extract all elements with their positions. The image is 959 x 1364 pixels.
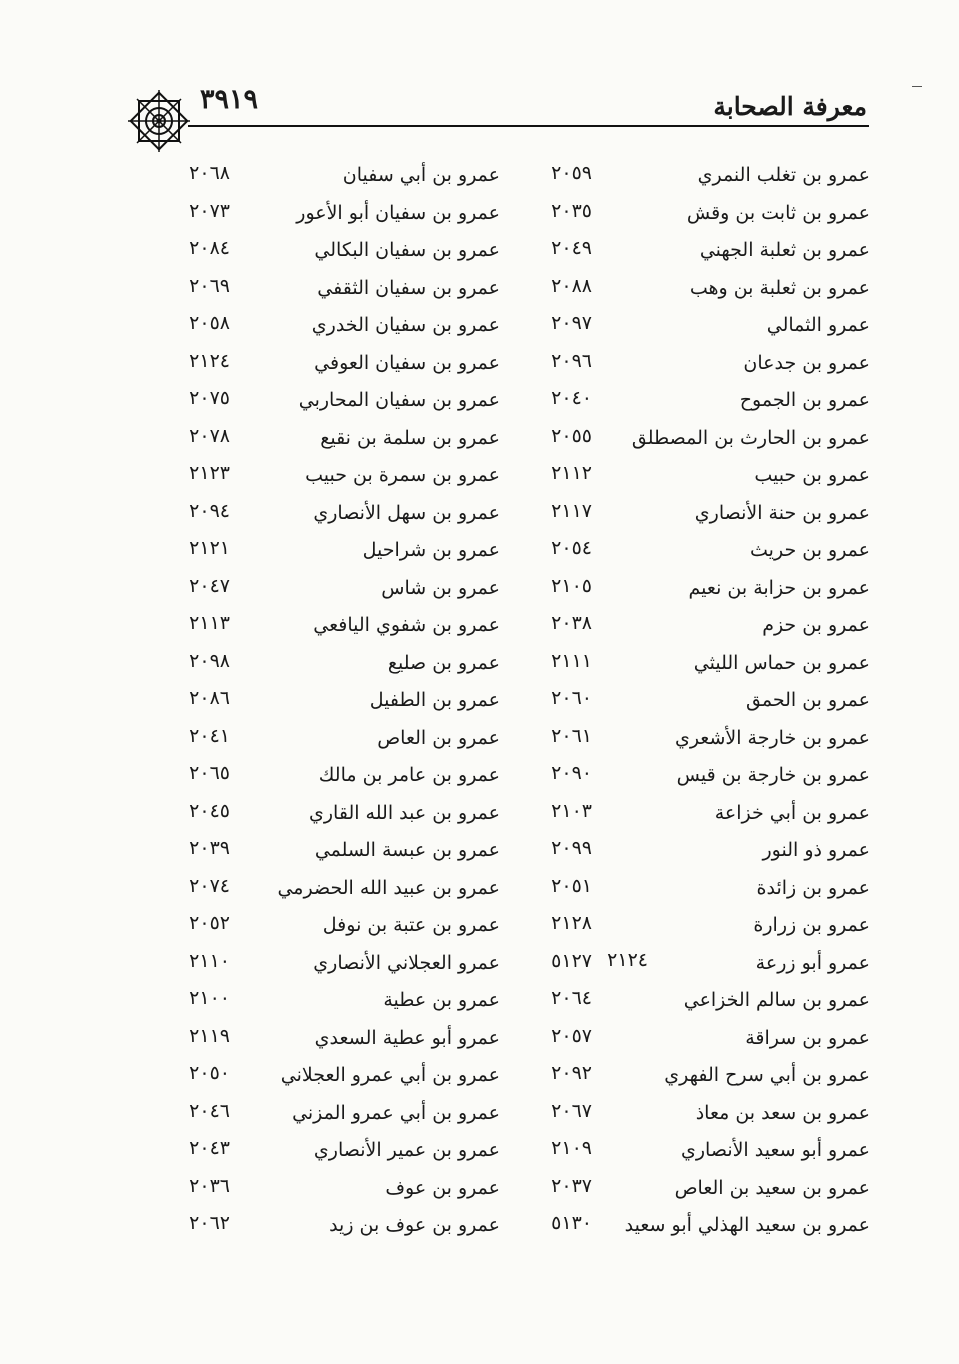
entry-name: عمرو بن أبي عمرو العجلاني (280, 1064, 500, 1086)
entry-number: ٢٠٤٠ (551, 387, 592, 409)
entry-name: عمرو بن حزم (762, 614, 870, 636)
entry-number: ٢٠٧٨ (189, 424, 230, 447)
entry-name: عمرو بن عطية (383, 989, 500, 1011)
index-columns (150, 160, 870, 1240)
entry-number: ٢٠٩٧ (551, 312, 592, 334)
entry-name: عمرو بن زرارة (753, 914, 870, 936)
octagram-ornament-icon (126, 88, 192, 154)
header-rule (188, 125, 869, 127)
entry-number: ٢٠٤٩ (551, 237, 592, 259)
index-entry (150, 610, 500, 648)
index-entry (150, 235, 500, 273)
entry-name: عمرو بن شفوي اليافعي (313, 614, 500, 636)
entry-number: ٢٠٨٤ (189, 237, 230, 259)
entry-name: عمرو بن خارجة الأشعري (674, 726, 870, 749)
entry-number: ٢١١٢ (551, 462, 592, 484)
entry-name: عمرو بن صليع (387, 651, 500, 674)
entry-handwritten-note: ٢١٢٤ (607, 948, 648, 971)
entry-number: ٢١٢٣ (189, 462, 230, 484)
entry-number: ٢٠٥٧ (551, 1024, 592, 1047)
index-entry (150, 1173, 500, 1211)
entry-number: ٢١٠٥ (551, 574, 592, 597)
page-header (0, 0, 959, 150)
index-entry (150, 1135, 500, 1173)
entry-name: عمرو بن سعد بن معاذ (695, 1101, 870, 1124)
entry-number: ٢٠٦٧ (551, 1099, 592, 1122)
entry-name: عمرو بن سعيد بن العاص (674, 1176, 870, 1199)
entry-name: عمرو بن الجموح (739, 389, 870, 411)
entry-name: عمرو بن حنة الأنصاري (694, 501, 870, 524)
entry-number: ٢٠٨٦ (189, 687, 230, 709)
entry-name: عمرو العجلاني الأنصاري (313, 951, 500, 974)
entry-number: ٢٠٥٢ (189, 912, 230, 934)
entry-name: عمرو بن سالم الخزاعي (683, 989, 870, 1011)
index-entry (150, 723, 500, 761)
entry-number: ٢١٠٩ (551, 1137, 592, 1159)
index-entry (150, 835, 500, 873)
entry-number: ٢٠٥٠ (189, 1062, 230, 1084)
index-entry (150, 648, 500, 686)
page-number: ٣٩١٩ (200, 84, 259, 115)
entry-number: ٢٠٣٨ (551, 612, 592, 634)
index-entry (150, 498, 500, 536)
entry-name: عمرو بن سفيان أبو الأعور (296, 201, 500, 224)
entry-name: عمرو بن حريث (750, 539, 870, 561)
entry-name: عمرو بن ثعلبة بن وهب (689, 276, 870, 299)
entry-name: عمرو بن عمير الأنصاري (313, 1139, 500, 1161)
entry-name: عمرو بن سفيان البكالي (314, 239, 500, 261)
entry-name: عمرو بن خارجة بن قيس (676, 764, 870, 786)
index-entry (150, 423, 500, 461)
entry-name: عمرو بن شراحيل (362, 539, 500, 561)
entry-name: عمرو بن زائدة (756, 876, 870, 899)
entry-name: عمرو ذو النور (762, 839, 870, 861)
entry-name: عمرو بن سفيان الخدري (311, 314, 500, 336)
index-entry (150, 198, 500, 236)
entry-name: عمرو بن حزابة بن نعيم (688, 576, 870, 599)
index-entry (150, 273, 500, 311)
entry-number: ٢٠٩٠ (551, 762, 592, 784)
left-column (150, 160, 500, 1248)
entry-name: عمرو بن حماس الليثي (693, 651, 870, 674)
entry-number: ٢٠٦٩ (189, 274, 230, 297)
entry-name: عمرو بن الطفيل (369, 689, 500, 711)
index-entry (150, 385, 500, 423)
index-entry (150, 948, 500, 986)
entry-number: ٢٠٥٥ (551, 424, 592, 447)
entry-name: عمرو بن سراقة (745, 1026, 870, 1049)
entry-name: عمرو بن عتبة بن نوفل (322, 914, 500, 936)
entry-name: عمرو بن سهل الأنصاري (313, 501, 500, 524)
entry-name: عمرو الثمالي (766, 314, 870, 336)
entry-number: ٢٠٤٥ (189, 799, 230, 822)
entry-name: عمرو بن ثابت بن وقش (686, 201, 870, 224)
entry-name: عمرو بن عوف بن زيد (329, 1214, 500, 1236)
entry-number: ٢٠٥١ (551, 874, 592, 897)
index-entry (150, 573, 500, 611)
entry-number: ٢٠٧٣ (189, 199, 230, 222)
entry-name: عمرو بن أبي سرح الفهري (664, 1064, 870, 1086)
entry-name: عمرو بن شاس (381, 576, 500, 599)
index-entry (150, 685, 500, 723)
index-entry (150, 460, 500, 498)
entry-number: ٢١٢٤ (189, 349, 230, 372)
entry-name: عمرو بن جدعان (743, 351, 870, 374)
entry-number: ٢٠٦١ (551, 724, 592, 747)
entry-name: عمرو بن عامر بن مالك (318, 764, 500, 786)
entry-number: ٢١١٠ (189, 949, 230, 972)
index-entry (150, 1098, 500, 1136)
entry-name: عمرو بن سفيان المحاربي (298, 389, 500, 411)
index-entry (150, 1060, 500, 1098)
entry-number: ٢٠٦٤ (551, 987, 592, 1009)
index-entry (150, 873, 500, 911)
entry-number: ٥١٣٠ (551, 1212, 592, 1234)
entry-number: ٢١٠٣ (551, 799, 592, 822)
entry-number: ٢١١١ (551, 649, 592, 672)
entry-number: ٢٠٩٨ (189, 649, 230, 672)
entry-number: ٢٠٤١ (189, 724, 230, 747)
index-entry (150, 798, 500, 836)
edge-mark (912, 86, 922, 87)
entry-number: ٢٠٣٧ (551, 1174, 592, 1197)
entry-name: عمرو بن العاص (377, 726, 500, 749)
entry-number: ٢٠٩٦ (551, 349, 592, 372)
index-entry (150, 1210, 500, 1248)
entry-number: ٢٠٦٠ (551, 687, 592, 709)
entry-number: ٢١٠٠ (189, 987, 230, 1009)
entry-name: عمرو بن عوف (385, 1176, 500, 1199)
entry-name: عمرو بن أبي خزاعة (714, 801, 870, 824)
entry-name: عمرو بن عبيد الله الحضرمي (277, 876, 500, 899)
entry-name: عمرو بن الحمق (746, 689, 870, 711)
entry-number: ٥١٢٧ (551, 949, 592, 972)
entry-number: ٢١٢٨ (551, 912, 592, 934)
entry-name: عمرو بن ثعلبة الجهني (699, 239, 870, 261)
index-entry (150, 760, 500, 798)
entry-number: ٢١٢١ (189, 537, 230, 559)
entry-name: عمرو بن أبي سفيان (342, 164, 500, 186)
entry-number: ٢٠٨٨ (551, 274, 592, 297)
entry-number: ٢٠٧٤ (189, 874, 230, 897)
entry-number: ٢٠٦٢ (189, 1212, 230, 1234)
entry-number: ٢٠٤٣ (189, 1137, 230, 1159)
index-entry (150, 160, 500, 198)
entry-number: ٢٠٤٦ (189, 1099, 230, 1122)
index-entry (150, 348, 500, 386)
entry-number: ٢٠٦٨ (189, 162, 230, 184)
entry-number: ٢٠٩٤ (189, 499, 230, 522)
entry-name: عمرو بن عبد الله القاري (309, 801, 500, 824)
index-entry (150, 310, 500, 348)
book-title: معرفة الصحابة (713, 92, 867, 121)
entry-number: ٢٠٩٢ (551, 1062, 592, 1084)
entry-number: ٢١١٩ (189, 1024, 230, 1047)
entry-number: ٢٠٥٤ (551, 537, 592, 559)
entry-name: عمرو أبو سعيد الأنصاري (681, 1139, 870, 1161)
entry-name: عمرو بن سفيان العوفي (314, 351, 500, 374)
entry-number: ٢٠٤٧ (189, 574, 230, 597)
entry-name: عمرو بن حبيب (754, 464, 870, 486)
entry-number: ٢٠٧٥ (189, 387, 230, 409)
entry-number: ٢٠٣٦ (189, 1174, 230, 1197)
entry-name: عمرو بن سعيد الهذلي أبو سعيد (624, 1214, 870, 1236)
entry-name: عمرو بن عبسة السلمي (314, 839, 500, 861)
entry-number: ٢١١٧ (551, 499, 592, 522)
entry-name: عمرو بن الحارث بن المصطلق (631, 426, 870, 449)
entry-number: ٢٠٥٩ (551, 162, 592, 184)
entry-name: عمرو بن سلمة بن نقيع (320, 426, 500, 449)
index-entry (150, 535, 500, 573)
index-entry (150, 985, 500, 1023)
entry-number: ٢٠٣٩ (189, 837, 230, 859)
entry-number: ٢٠٦٥ (189, 762, 230, 784)
index-entry (150, 910, 500, 948)
entry-number: ٢٠٣٥ (551, 199, 592, 222)
entry-name: عمرو بن سمرة بن حبيب (305, 464, 500, 486)
index-entry (150, 1023, 500, 1061)
entry-number: ٢٠٥٨ (189, 312, 230, 334)
entry-number: ٢١١٣ (189, 612, 230, 634)
entry-name: عمرو بن تغلب النمري (697, 164, 870, 186)
entry-name: عمرو بن سفيان الثقفي (317, 276, 500, 299)
entry-name: عمرو بن أبي عمرو المزني (292, 1101, 500, 1124)
entry-name: عمرو أبو عطية السعدي (314, 1026, 500, 1049)
entry-number: ٢٠٩٩ (551, 837, 592, 859)
entry-name: عمرو أبو زرعة (755, 951, 870, 974)
